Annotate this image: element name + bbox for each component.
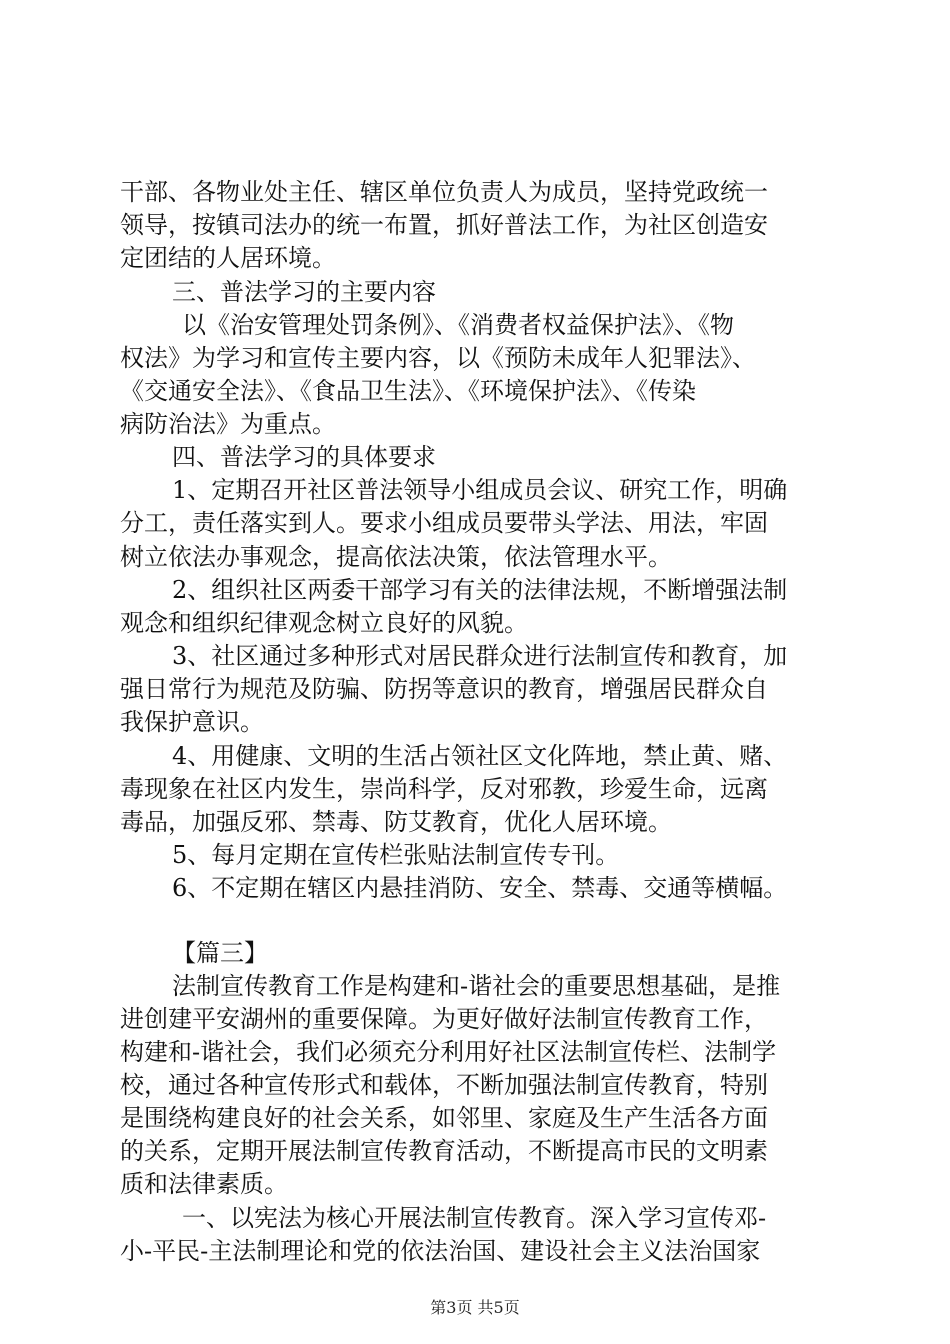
text-line: 观念和组织纪律观念树立良好的风貌。 [120,609,528,637]
text-line: 构建和-谐社会，我们必须充分利用好社区法制宣传栏、法制学 [120,1038,777,1066]
text-line: 小-平民-主法制理论和党的依法治国、建设社会主义法治国家 [120,1237,761,1265]
text-line: 4、用健康、文明的生活占领社区文化阵地，禁止黄、赌、 [172,742,788,770]
text-line: 5、每月定期在宣传栏张贴法制宣传专刊。 [172,841,620,869]
section-heading: 四、普法学习的具体要求 [172,443,436,471]
text-line: 树立依法办事观念，提高依法决策，依法管理水平。 [120,543,672,571]
section-title: 【篇三】 [172,939,268,967]
text-line: 病防治法》为重点。 [120,410,336,438]
text-line: 干部、各物业处主任、辖区单位负责人为成员，坚持党政统一 [120,178,768,206]
text-line: 1、定期召开社区普法领导小组成员会议、研究工作，明确 [172,476,788,504]
text-line: 2、组织社区两委干部学习有关的法律法规，不断增强法制 [172,576,788,604]
page-indicator: 第3页 共5页 [430,1298,520,1317]
text-line: 毒现象在社区内发生，崇尚科学，反对邪教，珍爱生命，远离 [120,775,768,803]
text-line: 进创建平安湖州的重要保障。为更好做好法制宣传教育工作， [120,1005,768,1033]
text-line: 的关系，定期开展法制宣传教育活动，不断提高市民的文明素 [120,1137,768,1165]
text-line: 毒品，加强反邪、禁毒、防艾教育，优化人居环境。 [120,808,672,836]
text-line: 分工，责任落实到人。要求小组成员要带头学法、用法，牢固 [120,509,768,537]
text-line: 定团结的人居环境。 [120,244,336,272]
text-line: 以《治安管理处罚条例》、《消费者权益保护法》、《物 [182,311,734,339]
text-line: 质和法律素质。 [120,1170,288,1198]
text-line: 权法》为学习和宣传主要内容，以《预防未成年人犯罪法》、 [120,344,756,372]
section-heading: 三、普法学习的主要内容 [172,278,436,306]
text-line: 6、不定期在辖区内悬挂消防、安全、禁毒、交通等横幅。 [172,874,788,902]
text-line: 《交通安全法》、《食品卫生法》、《环境保护法》、《传染 [120,377,696,405]
text-line: 强日常行为规范及防骗、防拐等意识的教育，增强居民群众自 [120,675,768,703]
text-line: 领导，按镇司法办的统一布置，抓好普法工作，为社区创造安 [120,211,768,239]
text-line: 法制宣传教育工作是构建和-谐社会的重要思想基础，是推 [172,972,781,1000]
text-line: 我保护意识。 [120,708,264,736]
text-line: 3、社区通过多种形式对居民群众进行法制宣传和教育，加 [172,642,788,670]
text-line: 一、以宪法为核心开展法制宣传教育。深入学习宣传邓- [182,1204,767,1232]
text-line: 校，通过各种宣传形式和载体，不断加强法制宣传教育，特别 [120,1071,768,1099]
text-line: 是围绕构建良好的社会关系，如邻里、家庭及生产生活各方面 [120,1104,768,1132]
